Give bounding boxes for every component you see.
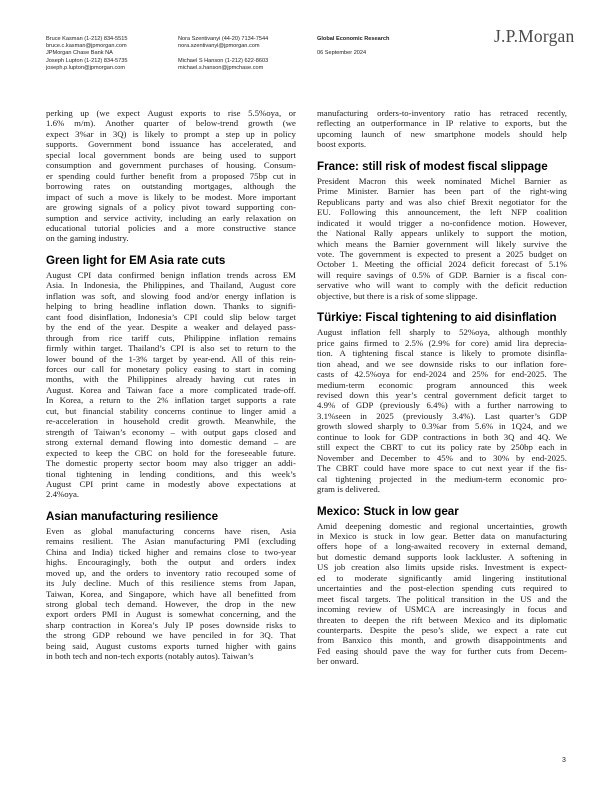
text-line: moved up, and the orders to inventory ratio recouped some of bbox=[46, 567, 296, 578]
author-block-left bbox=[46, 36, 127, 72]
text-line: ber onward. bbox=[317, 656, 359, 667]
section-heading: Green light for EM Asia rate cuts bbox=[46, 253, 226, 267]
text-line: gram is delivered. bbox=[317, 484, 380, 495]
publication-name: Global Economic Research bbox=[317, 36, 390, 42]
author-line: JPMorgan Chase Bank NA bbox=[46, 50, 113, 57]
intro-paragraph bbox=[317, 108, 567, 150]
intro-paragraph bbox=[46, 108, 296, 244]
text-line: on the gaming industry. bbox=[46, 233, 129, 244]
text-line: August CPI data confirmed benign inflation trends across EM bbox=[46, 269, 296, 280]
section-paragraph bbox=[317, 176, 567, 301]
author-line: bruce.c.kasman@jpmorgan.com bbox=[46, 43, 127, 50]
text-line: from Banxico this month, and growth disappointments and bbox=[317, 635, 567, 646]
text-line: re-acceleration in household credit growth. Meanwhile, the bbox=[46, 416, 296, 427]
publication-date: 06 September 2024 bbox=[317, 50, 367, 57]
text-line: helping to bring headline inflation down. Thanks to signifi- bbox=[46, 301, 296, 312]
text-line: October 1. Meeting the official 2024 deficit forecast of 5.1% bbox=[317, 259, 567, 270]
text-line: 3.1%seen in 2025 (previously 3.4%). Last quarter’s GDP bbox=[317, 410, 567, 421]
text-line: educational tutorial policies and a more constructive stance bbox=[46, 222, 296, 233]
text-line: the National Rally appears unlikely to support the motion, bbox=[317, 228, 567, 239]
text-line: Asia. In Indonesia, the Philippines, and Thailand, August core bbox=[46, 280, 296, 291]
text-line: servative who will want to comply with the deficit reduction bbox=[317, 280, 567, 291]
text-line: remains resilient. The Asian manufacturing PMI (excluding bbox=[46, 536, 296, 547]
author-line: Bruce Kasman (1-212) 834-5515 bbox=[46, 36, 128, 42]
text-line: reflecting an outperformance in IP relative to exports, but the bbox=[317, 118, 567, 129]
text-line: will require savings of 0.5% of GDP. Barnier is a fiscal con- bbox=[317, 269, 567, 280]
text-line: August CPI print came in modestly above expectations at bbox=[46, 478, 296, 489]
text-line: export orders PMI in August is somewhat concerning, and the bbox=[46, 609, 296, 620]
jpmorgan-logo: J.P.Morgan bbox=[494, 26, 575, 46]
text-line: boost exports. bbox=[317, 139, 367, 150]
section-paragraph bbox=[317, 327, 567, 494]
publication-block bbox=[317, 36, 389, 58]
text-line: perking up (we expect August exports to rise 5.5%oya, or bbox=[46, 108, 296, 118]
text-line: price gains firmed to 2.5% (2.9% for core) amid lira deprecia- bbox=[317, 337, 567, 348]
text-line: medium-term economic program announced this week bbox=[317, 379, 567, 390]
section-heading: France: still risk of modest fiscal slippage bbox=[317, 159, 548, 173]
text-line: vote. The government is expected to present a 2025 budget on bbox=[317, 248, 567, 259]
text-line: still expect the CBRT to cut its policy rate by 250bp each in bbox=[317, 442, 567, 453]
text-line: EU. Following this announcement, the left NFP coalition bbox=[317, 207, 567, 218]
text-line: incoming review of USMCA are increasingly in focus and bbox=[317, 604, 567, 615]
text-line: objective, but there is a risk of some slippage. bbox=[317, 290, 478, 301]
text-line: Even as global manufacturing concerns have risen, Asia bbox=[46, 525, 296, 536]
text-line: strong global tech demand. However, the drop in the new bbox=[46, 599, 296, 610]
text-line: cal tightening projected in the medium-term economic pro- bbox=[317, 473, 567, 484]
author-block-middle bbox=[178, 36, 268, 72]
author-line: Michael S Hanson (1-212) 622-8603 bbox=[178, 57, 269, 64]
text-line: November and December to 45% and to 30% by end-2025. bbox=[317, 452, 567, 463]
text-line: President Macron this week nominated Michel Barnier as bbox=[317, 175, 567, 186]
text-line: uncertainties and the post-election spending cuts required to bbox=[317, 583, 567, 594]
text-line: its July decline. Much of this resilience stems from Japan, bbox=[46, 578, 296, 589]
text-line: indicated it would trigger a no-confidence motion. However, bbox=[317, 217, 567, 228]
text-line: through from rice tariff cuts, Philippine inflation remains bbox=[46, 332, 296, 343]
text-line: expect 3%ar in 3Q) is likely to prompt a step up in policy bbox=[46, 128, 296, 139]
text-line: US job creation also limits upside risks. Investment is expect- bbox=[317, 562, 567, 573]
text-line: impact of such a move is likely to be modest. More important bbox=[46, 191, 296, 202]
text-line: upcoming launch of new smartphone models should help bbox=[317, 128, 567, 139]
author-line: michael.s.hanson@jpmchase.com bbox=[178, 64, 264, 71]
author-line: joseph.p.lupton@jpmorgan.com bbox=[46, 64, 126, 71]
left-column bbox=[46, 108, 296, 662]
text-line: tional tightening in lending conditions, and this week’s bbox=[46, 468, 296, 479]
text-line: 4.9% of GDP (previously 6.4%) with a further narrowing to bbox=[317, 400, 567, 411]
text-line: forces our call for monetary policy easing to start in coming bbox=[46, 363, 296, 374]
text-line: months, with the Philippines already having cut rates in bbox=[46, 374, 296, 385]
text-line: The CBRT could have more space to cut next year if the fis- bbox=[317, 463, 567, 474]
text-line: tion ahead, and we see downside risks to our inflation fore- bbox=[317, 358, 567, 369]
text-line: consumption and government purchases of housing. Consum- bbox=[46, 160, 296, 171]
text-line: August. Korea and Taiwan face a more complicated trade-off. bbox=[46, 384, 296, 395]
text-line: special local government bonds are being used to support bbox=[46, 149, 296, 160]
text-line: Fed easing should pave the way for further cuts from Decem- bbox=[317, 645, 567, 656]
section-paragraph bbox=[46, 270, 296, 500]
text-line: strong external demand flowing into domestic demand – are bbox=[46, 437, 296, 448]
text-line: inflation was soft, and slowing food and/or energy inflation is bbox=[46, 290, 296, 301]
text-line: highs. Encouragingly, both the output and orders index bbox=[46, 557, 296, 568]
text-line: Taiwan, Korea, and Singapore, which have all benefitted from bbox=[46, 588, 296, 599]
text-line: expected to keep the CBC on hold for the foreseeable future. bbox=[46, 447, 296, 458]
text-line: in Mexico is stuck in low gear. Better data on manufacturing bbox=[317, 530, 567, 541]
text-line: being said, August customs exports turned higher with gains bbox=[46, 640, 296, 651]
text-line: are growing signals of a policy pivot toward supporting con- bbox=[46, 202, 296, 213]
text-line: by the end of the year. Despite a weaker and delayed pass- bbox=[46, 322, 296, 333]
text-line: Amid deepening domestic and regional uncertainties, growth bbox=[317, 520, 567, 531]
text-line: the strong GDP rebound we have penciled in for 3Q. That bbox=[46, 630, 296, 641]
text-line: sharp contraction in Korea’s July IP poses downside risks to bbox=[46, 619, 296, 630]
text-line: continue to look for GDP contractions in both 3Q and 4Q. We bbox=[317, 431, 567, 442]
text-line: tion. A tightening fiscal stance is likely to promote disinfla- bbox=[317, 348, 567, 359]
author-line: nora.szentivanyi@jpmorgan.com bbox=[178, 43, 260, 50]
section-paragraph bbox=[317, 521, 567, 667]
text-line: August inflation fell sharply to 52%oya, although monthly bbox=[317, 327, 567, 338]
text-line: in both tech and non-tech exports (notably autos). Taiwan’s bbox=[46, 651, 254, 662]
text-line: Republicans party and was also chief Brexit negotiator for the bbox=[317, 196, 567, 207]
text-line: The domestic property sector boom may also trigger an addi- bbox=[46, 458, 296, 469]
text-line: 2.4%oya. bbox=[46, 489, 80, 500]
section-heading: Türkiye: Fiscal tightening to aid disinflation bbox=[317, 311, 557, 325]
author-line: Joseph Lupton (1-212) 834-5735 bbox=[46, 57, 128, 64]
text-line: supports. Government bond issuance has accelerated, and bbox=[46, 139, 296, 150]
text-line: China and India) ticked higher and remains close to two-year bbox=[46, 546, 296, 557]
text-line: but domestic demand supports look lackluster. A softening in bbox=[317, 551, 567, 562]
text-line: offers hope of a long-awaited recovery in external demand, bbox=[317, 541, 567, 552]
text-line: sumption and service activity, including an early relaxation on bbox=[46, 212, 296, 223]
text-line: strength of Taiwan’s economy – with output gaps closed and bbox=[46, 426, 296, 437]
text-line: which means the Barnier government will likely survive the bbox=[317, 238, 567, 249]
text-line: meet fiscal targets. The political transition in the US and the bbox=[317, 593, 567, 604]
text-line: threaten to deepen the rift between Mexico and its diplomatic bbox=[317, 614, 567, 625]
text-line: ed to moderate significantly amid lingering institutional bbox=[317, 572, 567, 583]
text-line: casts of 42.5%oya for end-2024 and 25% for end-2025. The bbox=[317, 369, 567, 380]
right-column bbox=[317, 108, 567, 667]
text-line: lower bound of the 1-3% target by year-end. All of this rein- bbox=[46, 353, 296, 364]
text-line: 1.6% m/m). Another quarter of below-trend growth (we bbox=[46, 118, 296, 129]
text-line: revised down this year’s central government deficit target to bbox=[317, 389, 567, 400]
text-line: firmly within target. Thailand’s CPI is also set to return to the bbox=[46, 343, 296, 354]
text-line: growth slowed sharply to 0.3%ar from 5.6% in 1Q24, and we bbox=[317, 421, 567, 432]
author-line: Nora Szentivanyi (44-20) 7134-7544 bbox=[178, 36, 269, 42]
text-line: cut, but financial stability concerns continue to linger amid a bbox=[46, 405, 296, 416]
text-line: borrowing rates on outstanding mortgages, although the bbox=[46, 181, 296, 192]
section-heading: Asian manufacturing resilience bbox=[46, 509, 219, 523]
text-line: cant food disinflation, Indonesia’s CPI could slip below target bbox=[46, 311, 296, 322]
section-paragraph bbox=[46, 526, 296, 662]
text-line: Prime Minister. Barnier has been part of the right-wing bbox=[317, 186, 567, 197]
text-line: In Korea, a return to the 2% inflation target supports a rate bbox=[46, 395, 296, 406]
text-line: er spending could further benefit from a proposed 75bp cut in bbox=[46, 170, 296, 181]
page-number: 3 bbox=[562, 757, 566, 764]
section-heading: Mexico: Stuck in low gear bbox=[317, 504, 459, 518]
text-line: manufacturing orders-to-inventory ratio has retraced recently, bbox=[317, 108, 567, 118]
text-line: counterparts. Despite the peso’s slide, we expect a rate cut bbox=[317, 625, 567, 636]
